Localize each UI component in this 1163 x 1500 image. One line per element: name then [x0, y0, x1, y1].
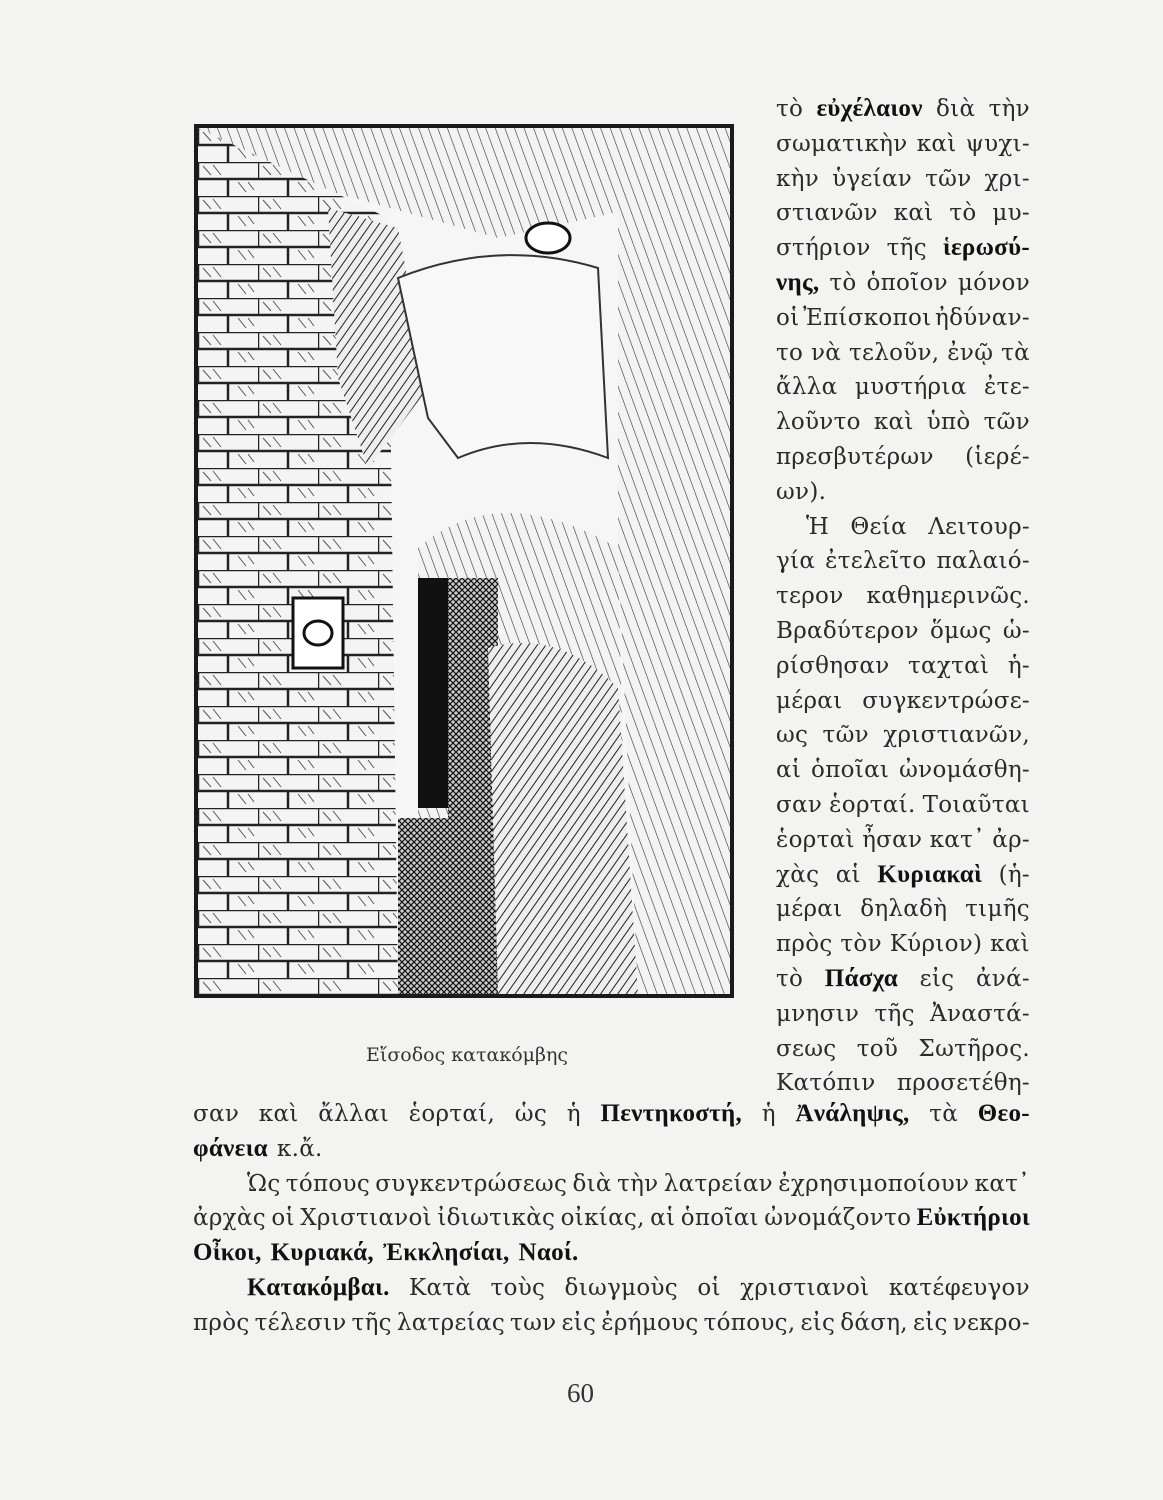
word: Χριστιανοὶ: [300, 1205, 432, 1232]
bold-term: Πεντηκοστή,: [600, 1100, 743, 1127]
word: κατ᾿: [974, 1170, 1030, 1197]
word: σωματικὴν: [776, 130, 908, 157]
word: εἰς: [561, 1309, 597, 1336]
word: ἡ-: [1007, 652, 1030, 679]
word: κατ᾿: [929, 826, 985, 853]
text-line: [776, 475, 1030, 510]
word: εἰς: [912, 1309, 948, 1336]
bold-term: Κυριακά,: [270, 1239, 374, 1267]
bold-term: Οἶκοι,: [193, 1239, 262, 1267]
word: τὴν: [617, 1170, 659, 1197]
word: τόπους,: [703, 1309, 796, 1336]
word: ἡ: [566, 1101, 581, 1127]
word: ὅμως: [930, 617, 992, 644]
full-width-text: [193, 1097, 1030, 1341]
word: προσετέθη-: [896, 1070, 1030, 1097]
bold-term: Ἀνάληψις,: [795, 1100, 910, 1127]
text-line: [776, 962, 1030, 997]
word: Ἐπίσκοποι: [803, 304, 932, 331]
right-text-column: [776, 92, 1030, 1101]
word: (ἡ-: [998, 861, 1030, 888]
word: Ὡς: [247, 1170, 281, 1197]
text-line: [193, 1132, 1030, 1167]
word: ἑορταὶ: [776, 826, 855, 853]
word: ἄλλα: [776, 374, 838, 401]
word: τὸν: [840, 931, 882, 958]
word: εἰς: [919, 965, 955, 992]
word: Ἀναστά-: [930, 1000, 1030, 1027]
word: ταχταὶ: [908, 652, 990, 679]
text-line: [776, 92, 1030, 127]
word: τῆς: [886, 235, 927, 262]
word: ὁποῖαι: [680, 1205, 759, 1232]
word: ὑπὸ: [926, 409, 971, 436]
word: ἐρήμους: [601, 1309, 699, 1336]
bold-term: νης,: [776, 268, 820, 296]
word: τῆς: [874, 1000, 915, 1027]
word: χριστιανοὶ: [740, 1274, 870, 1301]
text-line: [776, 718, 1030, 753]
word: ἑορταί,: [408, 1101, 496, 1127]
word: ἀρ-: [992, 826, 1030, 853]
word: Ἡ: [806, 513, 830, 540]
bold-term: φάνεια: [193, 1134, 268, 1162]
word: οἱ: [776, 304, 800, 331]
page-number: 60: [567, 1378, 594, 1408]
word: γία: [776, 548, 816, 575]
word: οἱ: [697, 1274, 721, 1301]
text-line: [776, 544, 1030, 579]
word: ὠνομάσθη-: [899, 757, 1030, 784]
word: διωγμοὺς: [564, 1274, 678, 1301]
word: τὰ: [929, 1101, 959, 1127]
bold-term: εὐχέλαιον: [816, 95, 923, 122]
word: λοῦντο: [776, 409, 861, 436]
text-line: [776, 196, 1030, 231]
text-line: [776, 440, 1030, 475]
engraving-image: [198, 128, 730, 994]
word: ἀρχὰς: [193, 1205, 266, 1232]
bold-term: Πάσχα: [824, 964, 899, 992]
bold-term: Θεο-: [977, 1100, 1030, 1127]
bold-term: Κατακόμβαι.: [247, 1273, 390, 1301]
word: ἐτε-: [984, 374, 1030, 401]
text-line: [776, 127, 1030, 162]
word: δηλαδὴ: [860, 896, 948, 923]
word: ὡ-: [1002, 617, 1030, 644]
word: τὸ: [776, 965, 804, 992]
word: τῶν: [925, 165, 972, 192]
word: μυστήρια: [854, 374, 967, 401]
text-line: [193, 1271, 1030, 1306]
word: ων).: [776, 478, 827, 505]
word: τῶν: [983, 409, 1030, 436]
bold-term: ἱερωσύ-: [942, 234, 1030, 262]
text-line: [776, 162, 1030, 197]
text-line: [776, 370, 1030, 405]
text-line: [193, 1167, 1030, 1202]
word: Τοιαῦται: [922, 791, 1030, 818]
word: σαν: [193, 1101, 240, 1127]
text-line: [776, 927, 1030, 962]
text-line: [776, 614, 1030, 649]
word: τὴν: [988, 96, 1030, 122]
text-line: [776, 579, 1030, 614]
word: ως: [776, 722, 809, 749]
text-line: [776, 997, 1030, 1032]
word: εἰς: [800, 1309, 836, 1336]
word: χὰς: [776, 861, 820, 888]
word: τὸ: [949, 200, 977, 227]
word: ρίσθησαν: [776, 652, 890, 679]
word: ἐχρησιμοποίουν: [778, 1170, 970, 1197]
word: ὁποῖον: [866, 269, 948, 296]
word: παλαιό-: [936, 548, 1030, 575]
word: τόπους: [285, 1170, 370, 1197]
text-line: [776, 266, 1030, 301]
word: καὶ: [990, 931, 1030, 958]
text-line: [776, 1066, 1030, 1101]
text-line: [776, 858, 1030, 893]
text-line: [193, 1306, 1030, 1341]
word: ὑγείαν: [832, 165, 913, 192]
word: τοὺς: [490, 1274, 546, 1301]
text-line: [776, 1032, 1030, 1067]
text-line: [776, 231, 1030, 266]
word: στήριον: [776, 235, 871, 262]
word: κὴν: [776, 165, 820, 192]
bold-term: Ναοί.: [518, 1239, 579, 1267]
word: λατρείας: [396, 1309, 506, 1336]
text-line: [776, 823, 1030, 858]
word: Κατόπιν: [776, 1070, 876, 1097]
word: τοῦ: [856, 1035, 899, 1062]
word: νεκρο-: [952, 1309, 1030, 1336]
word: σαν: [776, 791, 823, 818]
word: χρι-: [984, 165, 1030, 192]
word: καὶ: [258, 1101, 299, 1127]
word: ψυχι-: [965, 130, 1030, 157]
word: σεως: [776, 1035, 837, 1062]
word: πρὸς: [193, 1309, 250, 1336]
bold-term: Ἐκκλησίαι,: [382, 1239, 510, 1267]
word: αἱ: [776, 757, 802, 784]
word: αἱ: [650, 1205, 676, 1232]
word: κ.ἄ.: [276, 1135, 323, 1162]
word: μέραι: [776, 896, 843, 923]
word: ἐτελεῖτο: [825, 548, 927, 575]
word: τὸ: [776, 96, 804, 122]
word: τὰ: [1001, 339, 1030, 366]
word: συγκεντρώσεως: [375, 1170, 568, 1197]
word: δάση,: [840, 1309, 908, 1336]
word: τερον: [776, 583, 844, 610]
word: Λειτουρ-: [928, 513, 1030, 540]
word: μόνον: [957, 269, 1030, 296]
word: μυ-: [992, 200, 1030, 227]
word: ἦσαν: [862, 826, 923, 853]
bold-term: Κυριακαὶ: [877, 860, 983, 888]
word: ἐνῷ: [947, 339, 994, 366]
word: πρεσβυτέρων: [776, 443, 934, 470]
word: (ἱερέ-: [965, 443, 1030, 470]
word: τῶν: [822, 722, 869, 749]
word: διὰ: [935, 96, 976, 122]
word: λατρείαν: [663, 1170, 773, 1197]
catacomb-entrance-illustration: [194, 124, 734, 998]
word: οἱ: [271, 1205, 295, 1232]
word: των: [510, 1309, 557, 1336]
text-line: [776, 336, 1030, 371]
bold-term: Εὐκτήριοι: [916, 1204, 1030, 1232]
word: διὰ: [572, 1170, 612, 1197]
word: τέλεσιν: [254, 1309, 347, 1336]
word: καὶ: [893, 200, 934, 227]
word: Θεία: [850, 513, 907, 540]
word: ἰδιωτικὰς: [437, 1205, 556, 1232]
word: Κύριον): [889, 931, 983, 958]
text-line: [776, 510, 1030, 545]
word: ὡς: [514, 1101, 548, 1127]
word: καὶ: [873, 409, 914, 436]
word: τιμῆς: [965, 896, 1030, 923]
word: καὶ: [916, 130, 957, 157]
word: καθημερινῶς.: [866, 583, 1030, 610]
figure-caption: Εἴσοδος κατακόμβης: [366, 1044, 569, 1066]
word: Βραδύτερον: [776, 617, 919, 644]
text-line: [776, 649, 1030, 684]
text-line: [776, 788, 1030, 823]
text-line: [776, 684, 1030, 719]
word: ἠδύναν-: [935, 304, 1030, 331]
word: ἑορταί.: [829, 791, 916, 818]
word: αἱ: [835, 861, 861, 888]
word: Σωτῆρος.: [918, 1035, 1030, 1062]
word: πρὸς: [776, 931, 833, 958]
word: μνησιν: [776, 1000, 860, 1027]
text-line: [776, 301, 1030, 336]
word: στιανῶν: [776, 200, 878, 227]
word: ἀνά-: [975, 965, 1030, 992]
text-line: [776, 753, 1030, 788]
word: χριστιανῶν,: [883, 722, 1030, 749]
text-line: [776, 892, 1030, 927]
word: ὠνομάζοντο: [764, 1205, 912, 1232]
word: τῆς: [351, 1309, 392, 1336]
text-line: [193, 1097, 1030, 1132]
word: κατέφευγον: [888, 1274, 1030, 1301]
word: Κατὰ: [409, 1274, 472, 1301]
word: μέραι: [776, 687, 843, 714]
word: ἄλλαι: [318, 1101, 390, 1127]
word: νὰ: [811, 339, 842, 366]
word: οἰκίας,: [560, 1205, 645, 1232]
text-line: [193, 1236, 1030, 1271]
word: ὁποῖαι: [811, 757, 890, 784]
word: τελοῦν,: [848, 339, 940, 366]
word: συγκεντρώσε-: [862, 687, 1030, 714]
text-line: [193, 1201, 1030, 1236]
word: τὸ: [829, 269, 857, 296]
word: το: [776, 339, 804, 366]
text-line: [776, 405, 1030, 440]
word: ἡ: [761, 1101, 776, 1127]
